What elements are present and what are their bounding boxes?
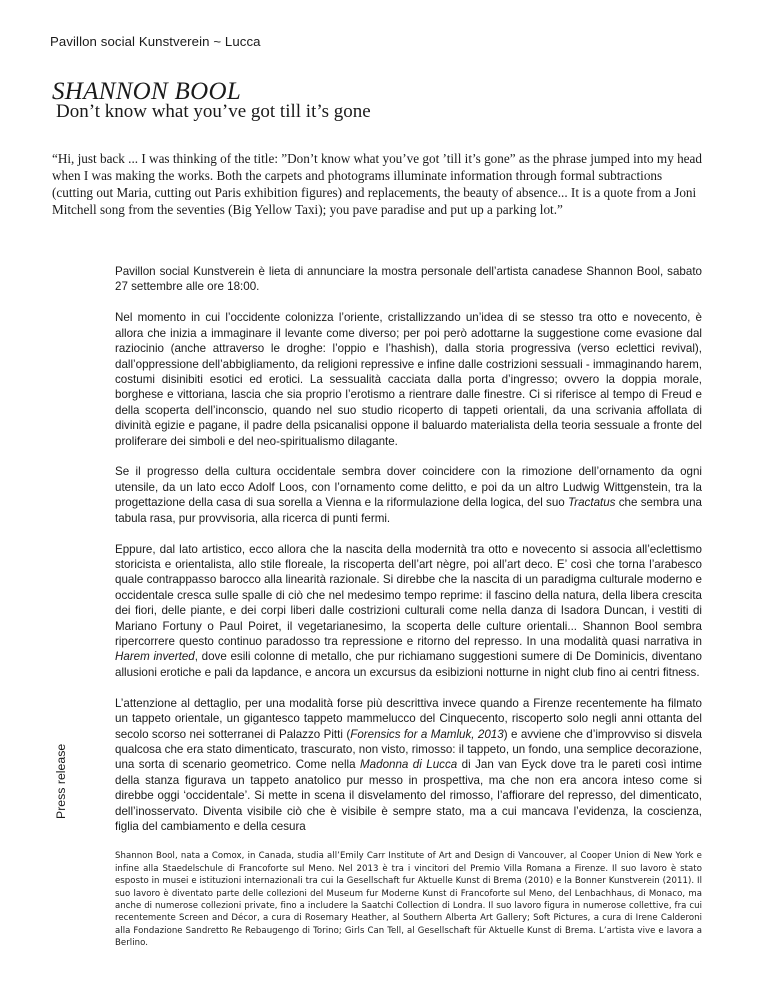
paragraph-1: Nel momento in cui l’occidente colonizza l’oriente, cristallizzando un’idea di se stesso tra otto e novecento, è allora che inizia a immaginare il levante come diverso; per poi però adottarne la suggestione come evasione dal raziocinio (anche attraverso le droghe: l’oppio e l’hashish), dalla storia progressiva (verso eclettici revival), dall’oppressione dell’abbigliamento, da religioni repressive e infine dalle costrizioni sessuali - immaginando harem, costumi disinibiti esotici ed erotici. La sessualità cacciata dalla porta d’ingresso; ovvero la doppia morale, borghese e vittoriana, lascia che sia proprio l’erotismo a rientrare dalle finestre. Ci si riferisce al tempo di Freud e della scoperta dell’inconscio, quando nel suo studio ricoperto di tappeti orientali, da una scrivania affollata di divinità egizie e pagane, il padre della psicanalisi oppone il baluardo materialista della teoria sessuale a fronte del proliferare dei simboli e del neo-spiritualismo dilagante. (115, 311, 702, 448)
venue-header: Pavillon social Kunstverein ~ Lucca (50, 34, 261, 49)
paragraph-3 (115, 542, 702, 681)
artist-name: SHANNON BOOL (52, 78, 242, 105)
forensics-title: Forensics for a Mamluk, 2013 (350, 727, 504, 741)
exhibition-title: Don’t know what you’ve got till it’s gone (56, 101, 371, 122)
artist-bio: Shannon Bool, nata a Comox, in Canada, studia all’Emily Carr Institute of Art and Design di Vancouver, al Cooper Union di New York e infine alla Staedelschule di Francoforte sul Meno. Nel 2013 è tra i vincitori del Premio Villa Romana a Firenze. Il suo lavoro è stato esposto in musei e istituzioni internazionali tra cui la Gesellschaft fur Aktuelle Kunst di Brema (2010) e la Bonner Kunstverein (2011). Il suo lavoro è diventato parte delle collezioni del Museum fur Moderne Kunst di Francoforte sul Meno, del Lenbachhaus, di Monaco, ma anche di numerose collezioni private, fino a includere la Saatchi Collection di Londra. Il suo lavoro figura in numerose collettive, fra cui recentemente Screen and Décor, a cura di Rosemary Heather, al Southern Alberta Art Gallery; Soft Pictures, a cura di Irene Calderoni alla Fondazione Sandretto Re Rebaugengo di Torino; Girls Can Tell, al Gesellschaft für Aktuelle Kunst di Brema. L’artista vive e lavora a Berlino. (115, 851, 702, 949)
paragraph-4 (115, 696, 702, 835)
harem-inverted-title: Harem inverted (115, 650, 195, 664)
madonna-title: Madonna di Lucca (360, 758, 458, 772)
paragraph-4-text-a: L’attenzione al dettaglio, per una modalità forse più descrittiva invece quando a Firenze recentemente ha filmato un tappeto orientale, un gigantesco tappeto mammelucco del Cinquecento, riscoperto solo negli anni ottanta del secolo scorso nei sotterranei di Palazzo Pitti ( (115, 696, 702, 741)
press-text (115, 264, 702, 965)
artist-quote: “Hi, just back ... I was thinking of the title: ”Don’t know what you’ve got ’till it’s gone” as the phrase jumped into my head when I was making the works. Both the carpets and photograms illuminate information through formal subtractions (cutting out Maria, cutting out Paris exhibition figures) and replacements, the beauty of absence... It is a quote from a Joni Mitchell song from the seventies (Big Yellow Taxi); you pave paradise and put up a parking lot.” (52, 151, 702, 217)
paragraph-4-text-b: ) e avviene che d’improvviso si disvela qualcosa che era stato dimenticato, trascurato, non visto, rimosso: il tappeto, un fondo, una semplice decorazione, una sorta di scenario geometrico. Come nella (115, 727, 703, 772)
intro-paragraph: Pavillon social Kunstverein è lieta di annunciare la mostra personale dell’artista canadese Shannon Bool, sabato 27 settembre alle ore 18:00. (115, 265, 702, 294)
paragraph-2-text-a: Se il progresso della cultura occidentale sembra dover coincidere con la rimozione dell’ornamento da ogni utensile, da un lato ecco Adolf Loos, con l’ornamento come delitto, e poi da un altro Ludwig Wittgenstein, tra la progettazione della casa di sua sorella a Vienna e la riformulazione della logica, del suo (115, 465, 702, 510)
press-release-label: Press release (54, 743, 68, 819)
paragraph-4-text-c: di Jan van Eyck dove tra le pareti così intime della stanza figurava un tappeto anatolico pur messo in prospettiva, ma che non era ancora inteso come si direbbe oggi ‘occidentale’. Si mette in scena il disvelamento del rimosso, l’affiorare del represso, del dimenticato, dell’inosservato. Diventa visibile ciò che è visibile è sempre stato, ma a cui mancava l’evidenza, la coscienza, figlia del cambiamento e della cesura (115, 758, 702, 833)
tractatus-title: Tractatus (568, 496, 616, 510)
paragraph-3-text-b: , dove esili colonne di metallo, che pur richiamano suggestioni sumere di De Dominicis, diventano allusioni erotiche e pali da lapdance, e ancora un excursus da esibizioni notturne in night club fino ai centri fitness. (115, 650, 702, 679)
paragraph-3-text-a: Eppure, dal lato artistico, ecco allora che la nascita della modernità tra otto e novecento si associa all’eclettismo storicista e orientalista, allo stile floreale, la riscoperta dell’art nègre, poi all’art deco. E’ così che torna l’arabesco quale contrappasso barocco alla linearità razionale. Si direbbe che la nascita di un paradigma culturale moderno e occidentale cresca sulle spalle di ciò che nel medesimo tempo reprime: il fascino della natura, della libera crescita dei fiori, delle piante, e dei corpi liberi dalle costrizioni culturali come nella danza di Isadora Duncan, i vestiti di Mariano Fortuny o Paul Poiret, il vegetarianesimo, la scoperta delle culture orientali... Shannon Bool sembra ripercorrere questo continuo paradosso tra repressione e ritorno del represso. In una modalità quasi narrativa in (115, 542, 702, 649)
paragraph-2 (115, 464, 702, 526)
paragraph-2-text-b: che sembra una tabula rasa, pur provvisoria, alla ricerca di punti fermi. (115, 496, 702, 525)
